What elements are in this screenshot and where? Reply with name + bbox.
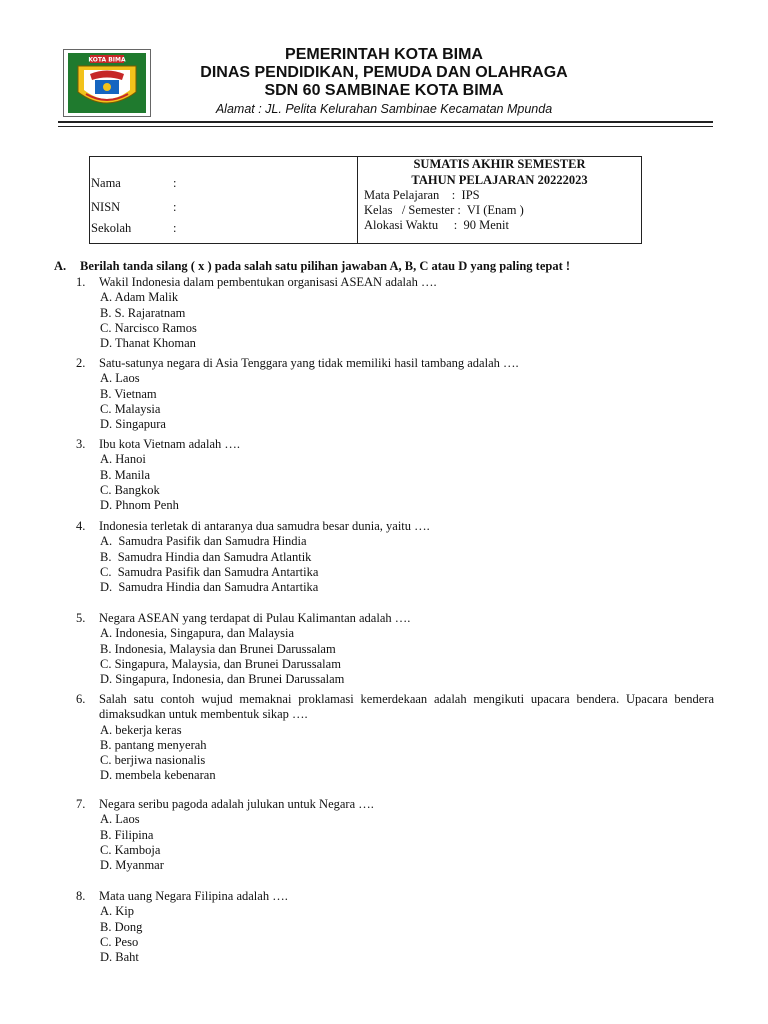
option-a[interactable]: A. Hanoi — [100, 452, 146, 467]
question-text: Ibu kota Vietnam adalah …. — [99, 437, 240, 451]
option-b[interactable]: B. S. Rajaratnam — [100, 305, 186, 320]
question-8 — [76, 889, 714, 965]
question-number: 6. — [76, 692, 86, 706]
government-name: PEMERINTAH KOTA BIMA — [285, 46, 483, 63]
option-a[interactable]: A. Samudra Pasifik dan Samudra Hindia — [100, 534, 307, 549]
option-c[interactable]: C. Singapura, Malaysia, dan Brunei Darussalam — [100, 656, 341, 671]
department-name: DINAS PENDIDIKAN, PEMUDA DAN OLAHRAGA — [200, 64, 568, 81]
question-text: Wakil Indonesia dalam pembentukan organisasi ASEAN adalah …. — [99, 275, 437, 289]
academic-year: TAHUN PELAJARAN 20222023 — [411, 173, 588, 187]
option-a[interactable]: A. bekerja keras — [100, 722, 182, 737]
kota-bima-logo — [63, 49, 151, 117]
question-number: 7. — [76, 797, 86, 811]
option-c[interactable]: C. berjiwa nasionalis — [100, 753, 206, 768]
option-d[interactable]: D. membela kebenaran — [100, 768, 216, 783]
option-b[interactable]: B. Dong — [100, 919, 143, 934]
option-a[interactable]: A. Laos — [100, 812, 140, 827]
question-text: Satu-satunya negara di Asia Tenggara yang tidak memiliki hasil tambang adalah …. — [99, 356, 519, 370]
name-colon: : — [173, 176, 177, 190]
question-text: Negara ASEAN yang terdapat di Pulau Kalimantan adalah …. — [99, 611, 411, 625]
question-7 — [76, 797, 714, 873]
option-c[interactable]: C. Samudra Pasifik dan Samudra Antartika — [100, 564, 319, 579]
section-letter: A. — [54, 259, 67, 273]
question-1 — [76, 275, 714, 351]
class-semester-row: Kelas / Semester : VI (Enam ) — [364, 203, 524, 217]
option-c[interactable]: C. Narcisco Ramos — [100, 320, 197, 335]
logo-text: KOTA BIMA — [88, 56, 126, 64]
question-text: Negara seribu pagoda adalah julukan untuk Negara …. — [99, 797, 374, 811]
option-d[interactable]: D. Myanmar — [100, 858, 164, 873]
nisn-label: NISN — [91, 200, 121, 214]
header-rule-thin — [58, 126, 713, 127]
header-rule-thick — [58, 121, 713, 123]
identity-box — [89, 156, 642, 244]
name-label: Nama — [91, 176, 121, 190]
option-d[interactable]: D. Baht — [100, 950, 139, 965]
question-number: 2. — [76, 356, 86, 370]
question-number: 1. — [76, 275, 86, 289]
option-a[interactable]: A. Indonesia, Singapura, dan Malaysia — [100, 626, 295, 641]
option-a[interactable]: A. Kip — [100, 904, 135, 919]
school-label: Sekolah — [91, 221, 132, 235]
school-address: Alamat : JL. Pelita Kelurahan Sambinae Kecamatan Mpunda — [215, 102, 553, 116]
option-b[interactable]: B. Filipina — [100, 827, 154, 842]
question-text: Indonesia terletak di antaranya dua samudra besar dunia, yaitu …. — [99, 519, 430, 533]
option-b[interactable]: B. Indonesia, Malaysia dan Brunei Darussalam — [100, 641, 336, 656]
school-colon: : — [173, 221, 177, 235]
question-text: Mata uang Negara Filipina adalah …. — [99, 889, 288, 903]
option-b[interactable]: B. Samudra Hindia dan Samudra Atlantik — [100, 549, 312, 564]
letterhead — [150, 46, 618, 117]
option-d[interactable]: D. Singapura, Indonesia, dan Brunei Darussalam — [100, 672, 345, 687]
question-6 — [76, 692, 714, 784]
question-2 — [76, 356, 714, 432]
option-b[interactable]: B. pantang menyerah — [100, 737, 207, 752]
question-5 — [76, 611, 714, 687]
option-b[interactable]: B. Vietnam — [100, 386, 157, 401]
option-c[interactable]: C. Bangkok — [100, 482, 160, 497]
question-text: Salah satu contoh wujud memaknai proklamasi kemerdekaan adalah mengikuti upacara bendera. Upacara bendera dimaksudkan untuk membentuk sikap …. — [99, 692, 714, 722]
subject-row: Mata Pelajaran : IPS — [364, 188, 480, 202]
option-c[interactable]: C. Peso — [100, 934, 139, 949]
question-4 — [76, 519, 714, 595]
option-c[interactable]: C. Kamboja — [100, 842, 161, 857]
option-b[interactable]: B. Manila — [100, 467, 150, 482]
option-d[interactable]: D. Singapura — [100, 417, 166, 432]
question-number: 3. — [76, 437, 86, 451]
instruction-text: Berilah tanda silang ( x ) pada salah satu pilihan jawaban A, B, C atau D yang paling tepat ! — [80, 259, 571, 273]
option-a[interactable]: A. Adam Malik — [100, 290, 179, 305]
question-number: 8. — [76, 889, 86, 903]
option-a[interactable]: A. Laos — [100, 371, 140, 386]
question-3 — [76, 437, 714, 513]
option-c[interactable]: C. Malaysia — [100, 401, 161, 416]
section-instruction — [54, 258, 734, 274]
option-d[interactable]: D. Phnom Penh — [100, 498, 179, 513]
nisn-colon: : — [173, 200, 177, 214]
exam-title: SUMATIS AKHIR SEMESTER — [413, 157, 586, 171]
school-name: SDN 60 SAMBINAE KOTA BIMA — [264, 82, 504, 99]
question-number: 5. — [76, 611, 86, 625]
option-d[interactable]: D. Samudra Hindia dan Samudra Antartika — [100, 580, 319, 595]
option-d[interactable]: D. Thanat Khoman — [100, 336, 196, 351]
question-number: 4. — [76, 519, 86, 533]
time-allocation-row: Alokasi Waktu : 90 Menit — [364, 218, 509, 232]
